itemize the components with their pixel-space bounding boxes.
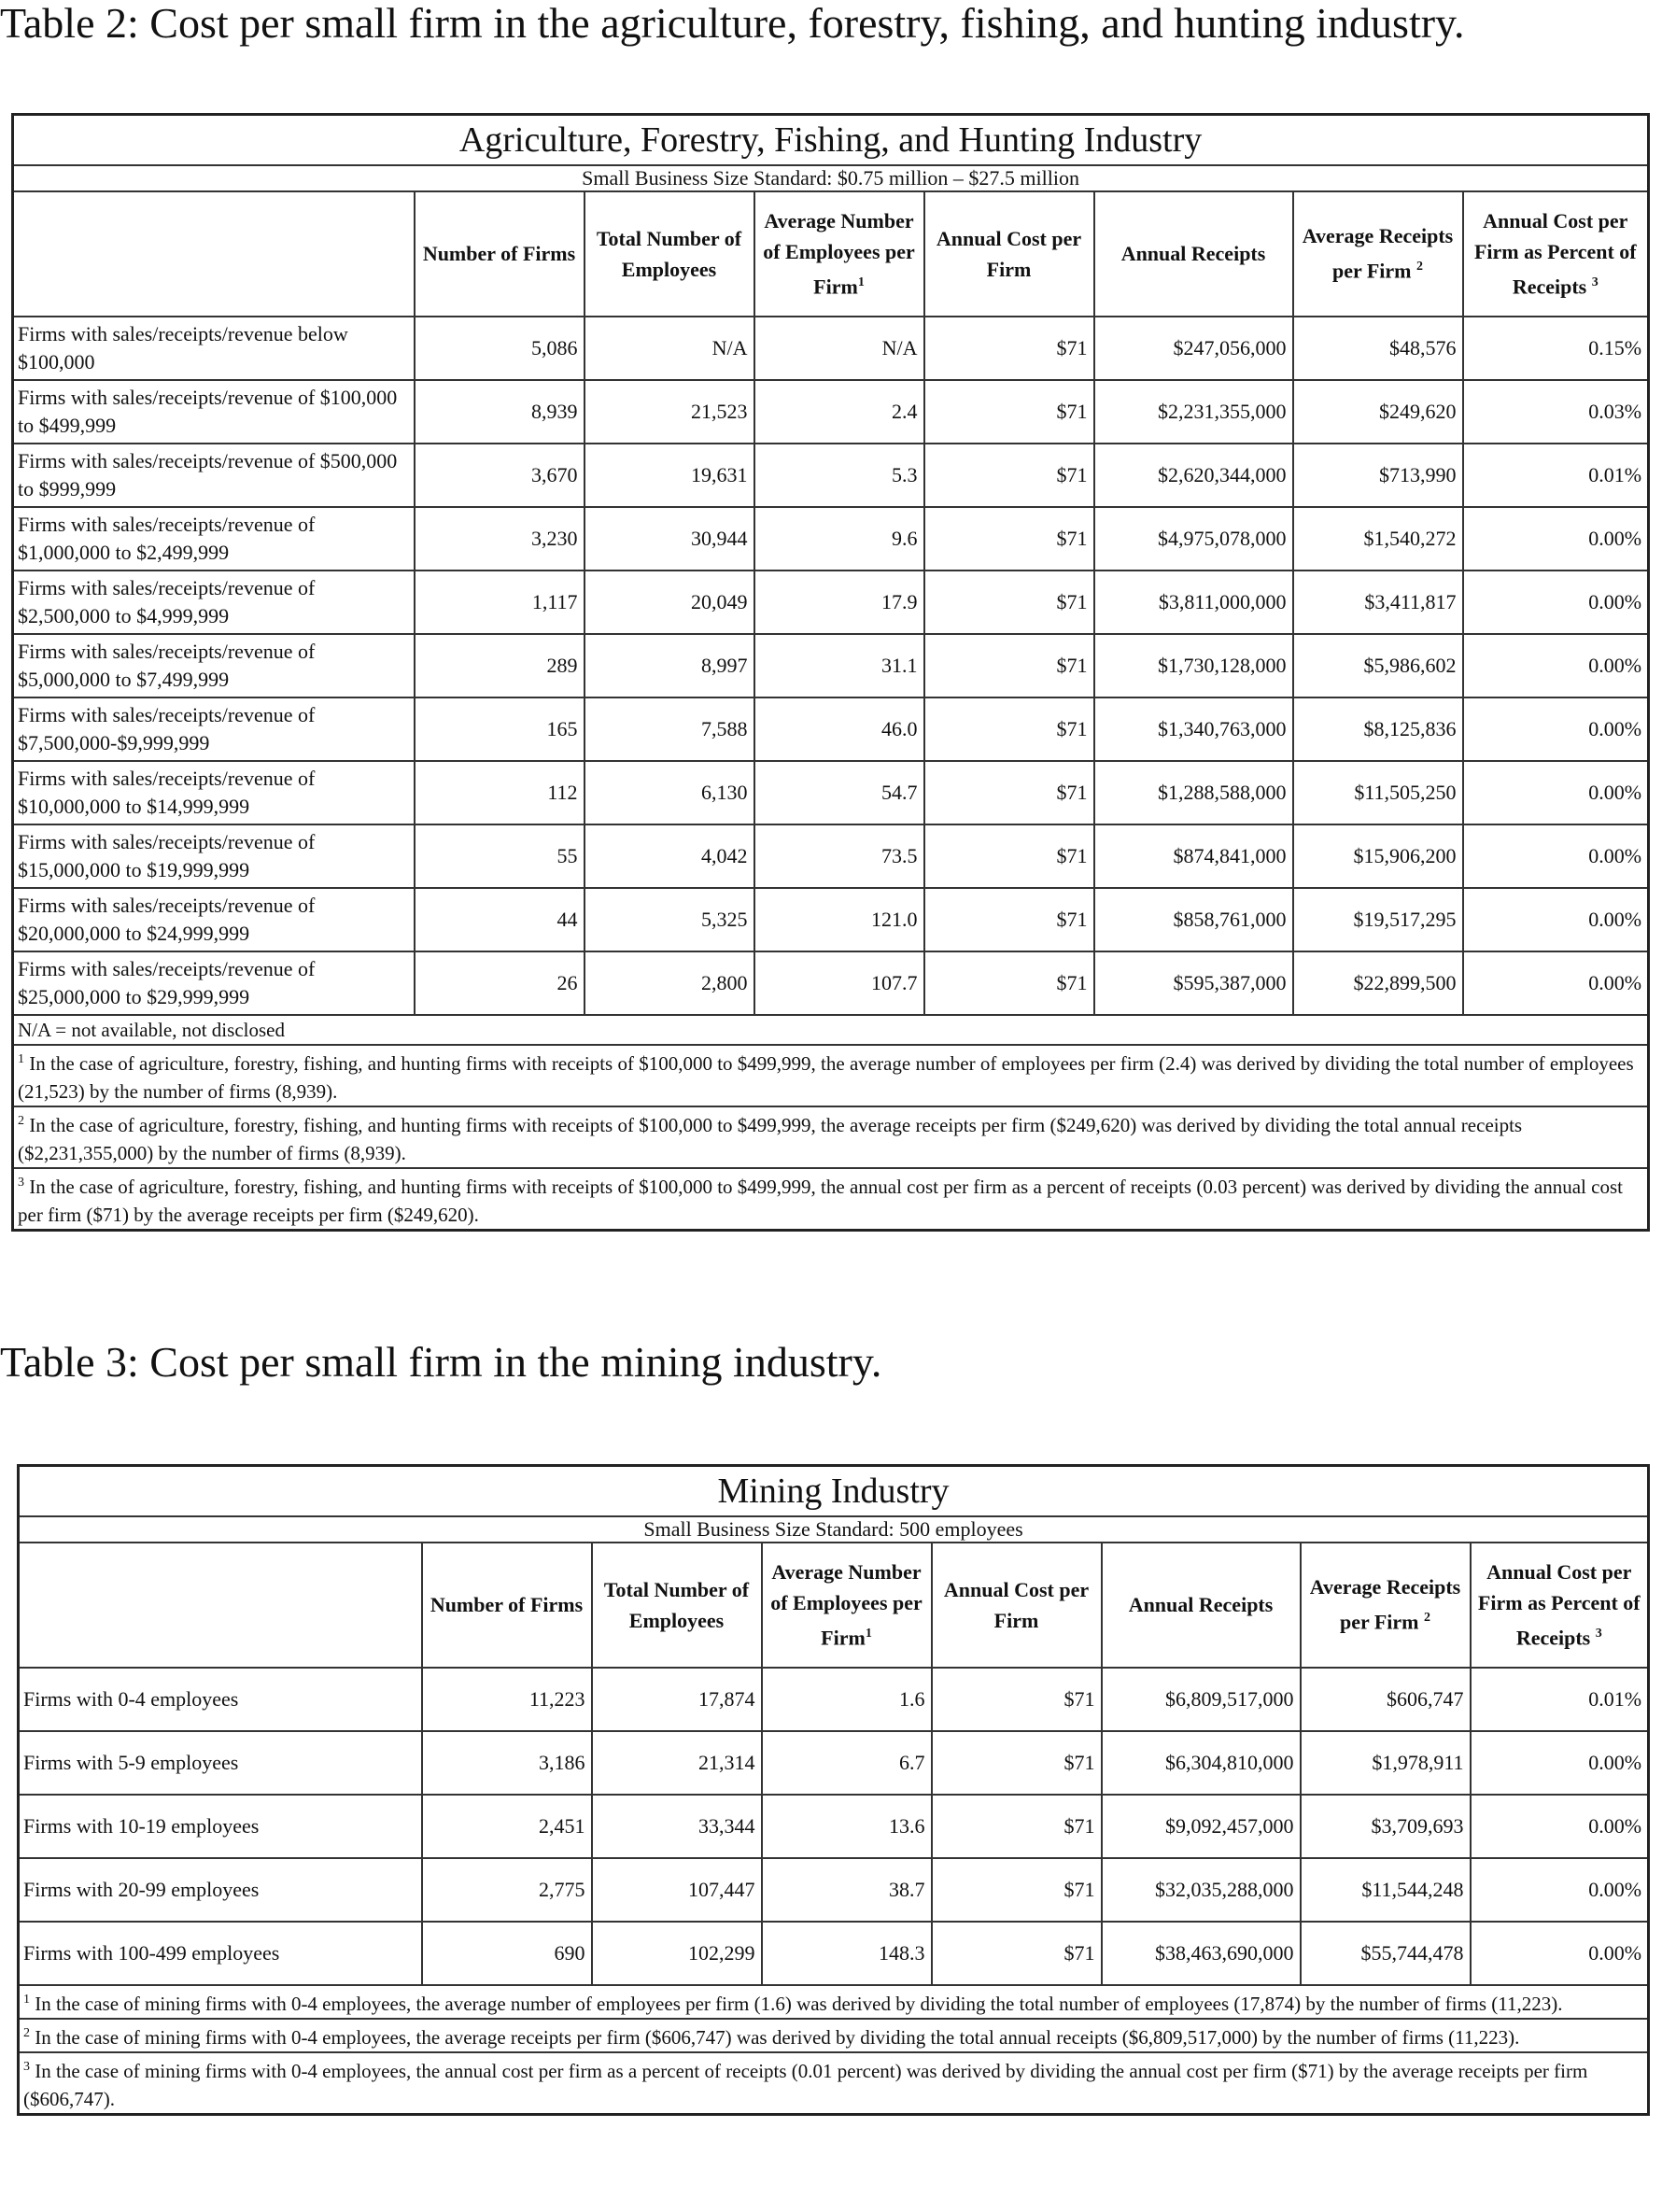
cell-avg-employees: 31.1 — [754, 634, 924, 697]
cell-annual-cost: $71 — [924, 571, 1094, 634]
table2-size-standard: Small Business Size Standard: $0.75 million – $27.5 million — [13, 165, 1649, 191]
cell-annual-receipts: $1,730,128,000 — [1094, 634, 1293, 697]
table3-caption: Table 3: Cost per small firm in the mining industry. — [0, 1338, 882, 1386]
footnote-text: In the case of mining firms with 0-4 employees, the annual cost per firm as a percent of receipts (0.01 percent) was derived by dividing the annual cost per firm ($71) by the average receipts per firm ($606,747). — [23, 2059, 1588, 2110]
cell-avg-employees: 121.0 — [754, 888, 924, 951]
table3-footnote-1 — [19, 1985, 1649, 2019]
table-row — [13, 824, 1649, 888]
row-label: Firms with sales/receipts/revenue of $100,000 to $499,999 — [13, 380, 415, 444]
cell-number-of-firms: 3,230 — [415, 507, 585, 571]
cell-annual-cost: $71 — [924, 888, 1094, 951]
header-avg-receipts — [1301, 1543, 1471, 1668]
cell-total-employees: 21,314 — [592, 1731, 762, 1795]
cell-avg-employees: 5.3 — [754, 444, 924, 507]
cell-annual-cost: $71 — [924, 380, 1094, 444]
row-label: Firms with 0-4 employees — [19, 1668, 422, 1731]
footnote-text: In the case of agriculture, forestry, fishing, and hunting firms with receipts of $100,000 to $499,999, the average number of employees per firm (2.4) was derived by dividing the total number of employees (21,523) by the number of firms (8,939). — [18, 1051, 1634, 1103]
cell-cost-percent: 0.00% — [1463, 824, 1649, 888]
cell-annual-receipts: $874,841,000 — [1094, 824, 1293, 888]
table2-na-note: N/A = not available, not disclosed — [13, 1015, 1649, 1045]
header-avg-receipts-label: Average Receipts per Firm — [1302, 224, 1454, 283]
cell-avg-receipts: $249,620 — [1293, 380, 1463, 444]
table2-caption: Table 2: Cost per small firm in the agriculture, forestry, fishing, and hunting industry. — [0, 0, 1465, 47]
cell-total-employees: 5,325 — [585, 888, 754, 951]
table-row — [13, 317, 1649, 380]
cell-annual-receipts: $6,809,517,000 — [1102, 1668, 1301, 1731]
header-total-employees: Total Number of Employees — [592, 1543, 762, 1668]
cell-total-employees: 17,874 — [592, 1668, 762, 1731]
row-label: Firms with sales/receipts/revenue of $2,500,000 to $4,999,999 — [13, 571, 415, 634]
row-label: Firms with sales/receipts/revenue of $5,000,000 to $7,499,999 — [13, 634, 415, 697]
cell-avg-receipts: $48,576 — [1293, 317, 1463, 380]
header-annual-receipts: Annual Receipts — [1094, 191, 1293, 317]
row-label: Firms with sales/receipts/revenue of $15,000,000 to $19,999,999 — [13, 824, 415, 888]
table2-title: Agriculture, Forestry, Fishing, and Hunting Industry — [13, 115, 1649, 165]
cell-avg-employees: 2.4 — [754, 380, 924, 444]
cell-avg-receipts: $8,125,836 — [1293, 697, 1463, 761]
table2-footnote-2 — [13, 1106, 1649, 1168]
footnote-text: In the case of agriculture, forestry, fishing, and hunting firms with receipts of $100,000 to $499,999, the annual cost per firm as a percent of receipts (0.03 percent) was derived by dividing the annual cost per firm ($71) by the average receipts per firm ($249,620). — [18, 1175, 1623, 1226]
cell-annual-receipts: $6,304,810,000 — [1102, 1731, 1301, 1795]
table-row — [19, 1795, 1649, 1858]
cell-number-of-firms: 55 — [415, 824, 585, 888]
header-avg-employees-label: Average Number of Employees per Firm — [770, 1559, 923, 1650]
cell-annual-receipts: $2,231,355,000 — [1094, 380, 1293, 444]
table2-footnote-3 — [13, 1168, 1649, 1231]
cell-cost-percent: 0.00% — [1471, 1922, 1649, 1985]
header-avg-employees — [754, 191, 924, 317]
cell-avg-receipts: $22,899,500 — [1293, 951, 1463, 1015]
footnote-marker: 1 — [18, 1051, 24, 1066]
table2-body — [13, 317, 1649, 1015]
table3-title: Mining Industry — [19, 1466, 1649, 1516]
cell-annual-receipts: $595,387,000 — [1094, 951, 1293, 1015]
cell-avg-receipts: $3,411,817 — [1293, 571, 1463, 634]
cell-avg-receipts: $1,540,272 — [1293, 507, 1463, 571]
cell-total-employees: 4,042 — [585, 824, 754, 888]
table2 — [11, 113, 1650, 1232]
cell-number-of-firms: 112 — [415, 761, 585, 824]
cell-annual-receipts: $858,761,000 — [1094, 888, 1293, 951]
cell-annual-cost: $71 — [924, 507, 1094, 571]
cell-avg-employees: 13.6 — [762, 1795, 932, 1858]
cell-annual-cost: $71 — [924, 444, 1094, 507]
header-category — [19, 1543, 422, 1668]
cell-avg-employees: 17.9 — [754, 571, 924, 634]
cell-cost-percent: 0.01% — [1463, 444, 1649, 507]
cell-avg-employees: 107.7 — [754, 951, 924, 1015]
footnote-text: In the case of mining firms with 0-4 employees, the average number of employees per firm (1.6) was derived by dividing the total number of employees (17,874) by the number of firms (11,223). — [30, 1992, 1563, 2015]
cell-total-employees: 21,523 — [585, 380, 754, 444]
header-avg-receipts — [1293, 191, 1463, 317]
cell-annual-receipts: $38,463,690,000 — [1102, 1922, 1301, 1985]
table3-footnote-2 — [19, 2019, 1649, 2052]
cell-annual-cost: $71 — [924, 317, 1094, 380]
cell-avg-receipts: $19,517,295 — [1293, 888, 1463, 951]
footnote-text: In the case of agriculture, forestry, fishing, and hunting firms with receipts of $100,000 to $499,999, the average receipts per firm ($249,620) was derived by dividing the total annual receipts ($2,231,355,000) by the number of firms (8,939). — [18, 1113, 1523, 1164]
cell-cost-percent: 0.03% — [1463, 380, 1649, 444]
header-total-employees: Total Number of Employees — [585, 191, 754, 317]
cell-number-of-firms: 1,117 — [415, 571, 585, 634]
cell-number-of-firms: 165 — [415, 697, 585, 761]
cell-avg-employees: 6.7 — [762, 1731, 932, 1795]
table3-size-standard: Small Business Size Standard: 500 employees — [19, 1516, 1649, 1543]
row-label: Firms with sales/receipts/revenue of $25,000,000 to $29,999,999 — [13, 951, 415, 1015]
cell-cost-percent: 0.00% — [1463, 951, 1649, 1015]
cell-cost-percent: 0.00% — [1463, 761, 1649, 824]
cell-annual-receipts: $2,620,344,000 — [1094, 444, 1293, 507]
footnote-marker: 3 — [23, 2059, 30, 2074]
table2-footnote-1 — [13, 1045, 1649, 1106]
header-annual-cost: Annual Cost per Firm — [924, 191, 1094, 317]
cell-number-of-firms: 5,086 — [415, 317, 585, 380]
cell-avg-receipts: $11,544,248 — [1301, 1858, 1471, 1922]
cell-number-of-firms: 11,223 — [422, 1668, 592, 1731]
table-row — [13, 888, 1649, 951]
cell-annual-receipts: $4,975,078,000 — [1094, 507, 1293, 571]
footnote-marker: 3 — [18, 1175, 24, 1190]
cell-avg-receipts: $5,986,602 — [1293, 634, 1463, 697]
cell-cost-percent: 0.15% — [1463, 317, 1649, 380]
table-row — [13, 444, 1649, 507]
cell-annual-receipts: $3,811,000,000 — [1094, 571, 1293, 634]
header-avg-employees-label: Average Number of Employees per Firm — [763, 208, 915, 299]
footnote-text: In the case of mining firms with 0-4 employees, the average receipts per firm ($606,747) was derived by dividing the total annual receipts ($6,809,517,000) by the number of firms (11,223). — [30, 2025, 1520, 2049]
cell-annual-cost: $71 — [924, 824, 1094, 888]
cell-cost-percent: 0.00% — [1471, 1858, 1649, 1922]
cell-avg-employees: 38.7 — [762, 1858, 932, 1922]
cell-total-employees: 8,997 — [585, 634, 754, 697]
footnote-ref-3: 3 — [1591, 275, 1599, 289]
row-label: Firms with 20-99 employees — [19, 1858, 422, 1922]
cell-total-employees: 107,447 — [592, 1858, 762, 1922]
table3-header-row — [19, 1543, 1649, 1668]
header-avg-employees — [762, 1543, 932, 1668]
cell-number-of-firms: 2,451 — [422, 1795, 592, 1858]
table-row — [13, 634, 1649, 697]
table-row — [13, 951, 1649, 1015]
footnote-ref-3: 3 — [1595, 1626, 1602, 1641]
cell-total-employees: 7,588 — [585, 697, 754, 761]
cell-avg-receipts: $11,505,250 — [1293, 761, 1463, 824]
cell-number-of-firms: 690 — [422, 1922, 592, 1985]
cell-avg-receipts: $55,744,478 — [1301, 1922, 1471, 1985]
cell-total-employees: 6,130 — [585, 761, 754, 824]
header-annual-cost: Annual Cost per Firm — [932, 1543, 1102, 1668]
cell-annual-receipts: $247,056,000 — [1094, 317, 1293, 380]
cell-number-of-firms: 44 — [415, 888, 585, 951]
table3 — [17, 1464, 1650, 2116]
cell-annual-cost: $71 — [932, 1858, 1102, 1922]
footnote-ref-2: 2 — [1416, 260, 1423, 275]
cell-avg-employees: N/A — [754, 317, 924, 380]
cell-annual-receipts: $32,035,288,000 — [1102, 1858, 1301, 1922]
cell-annual-receipts: $1,340,763,000 — [1094, 697, 1293, 761]
row-label: Firms with sales/receipts/revenue of $7,500,000-$9,999,999 — [13, 697, 415, 761]
row-label: Firms with 5-9 employees — [19, 1731, 422, 1795]
cell-total-employees: 33,344 — [592, 1795, 762, 1858]
cell-annual-receipts: $9,092,457,000 — [1102, 1795, 1301, 1858]
table-row — [13, 571, 1649, 634]
cell-annual-cost: $71 — [932, 1922, 1102, 1985]
cell-cost-percent: 0.00% — [1471, 1731, 1649, 1795]
table-row — [13, 761, 1649, 824]
cell-number-of-firms: 289 — [415, 634, 585, 697]
cell-cost-percent: 0.00% — [1471, 1795, 1649, 1858]
cell-total-employees: 2,800 — [585, 951, 754, 1015]
row-label: Firms with sales/receipts/revenue below $100,000 — [13, 317, 415, 380]
row-label: Firms with sales/receipts/revenue of $20,000,000 to $24,999,999 — [13, 888, 415, 951]
header-cost-percent-label: Annual Cost per Firm as Percent of Receipts — [1477, 1559, 1641, 1650]
footnote-marker: 2 — [18, 1113, 24, 1128]
cell-annual-cost: $71 — [932, 1668, 1102, 1731]
table-row — [13, 380, 1649, 444]
cell-cost-percent: 0.00% — [1463, 697, 1649, 761]
cell-avg-receipts: $713,990 — [1293, 444, 1463, 507]
cell-total-employees: 30,944 — [585, 507, 754, 571]
cell-number-of-firms: 8,939 — [415, 380, 585, 444]
row-label: Firms with sales/receipts/revenue of $500,000 to $999,999 — [13, 444, 415, 507]
header-number-of-firms: Number of Firms — [415, 191, 585, 317]
table-row — [13, 697, 1649, 761]
footnote-marker: 2 — [23, 2025, 30, 2040]
cell-avg-employees: 54.7 — [754, 761, 924, 824]
cell-annual-cost: $71 — [924, 634, 1094, 697]
cell-cost-percent: 0.00% — [1463, 634, 1649, 697]
header-cost-percent-label: Annual Cost per Firm as Percent of Receipts — [1473, 208, 1637, 299]
table2-header-row — [13, 191, 1649, 317]
cell-number-of-firms: 3,670 — [415, 444, 585, 507]
table3-footnote-3 — [19, 2052, 1649, 2115]
cell-avg-receipts: $3,709,693 — [1301, 1795, 1471, 1858]
cell-avg-receipts: $15,906,200 — [1293, 824, 1463, 888]
header-annual-receipts: Annual Receipts — [1102, 1543, 1301, 1668]
row-label: Firms with sales/receipts/revenue of $1,000,000 to $2,499,999 — [13, 507, 415, 571]
header-cost-percent — [1463, 191, 1649, 317]
table-row — [19, 1858, 1649, 1922]
row-label: Firms with sales/receipts/revenue of $10,000,000 to $14,999,999 — [13, 761, 415, 824]
cell-avg-employees: 73.5 — [754, 824, 924, 888]
table3-body — [19, 1668, 1649, 1985]
cell-number-of-firms: 3,186 — [422, 1731, 592, 1795]
cell-avg-employees: 46.0 — [754, 697, 924, 761]
cell-avg-employees: 148.3 — [762, 1922, 932, 1985]
footnote-ref-2: 2 — [1424, 1611, 1430, 1626]
cell-total-employees: 20,049 — [585, 571, 754, 634]
cell-avg-receipts: $606,747 — [1301, 1668, 1471, 1731]
cell-annual-cost: $71 — [932, 1731, 1102, 1795]
cell-annual-receipts: $1,288,588,000 — [1094, 761, 1293, 824]
header-avg-receipts-label: Average Receipts per Firm — [1309, 1575, 1461, 1634]
cell-number-of-firms: 2,775 — [422, 1858, 592, 1922]
cell-cost-percent: 0.00% — [1463, 571, 1649, 634]
cell-cost-percent: 0.01% — [1471, 1668, 1649, 1731]
table-row — [19, 1731, 1649, 1795]
row-label: Firms with 100-499 employees — [19, 1922, 422, 1985]
cell-avg-employees: 1.6 — [762, 1668, 932, 1731]
cell-total-employees: N/A — [585, 317, 754, 380]
cell-annual-cost: $71 — [924, 951, 1094, 1015]
table-row — [19, 1668, 1649, 1731]
cell-total-employees: 19,631 — [585, 444, 754, 507]
cell-avg-employees: 9.6 — [754, 507, 924, 571]
cell-annual-cost: $71 — [924, 761, 1094, 824]
header-category — [13, 191, 415, 317]
footnote-ref-1: 1 — [865, 1626, 872, 1641]
footnote-marker: 1 — [23, 1992, 30, 2007]
cell-avg-receipts: $1,978,911 — [1301, 1731, 1471, 1795]
cell-cost-percent: 0.00% — [1463, 888, 1649, 951]
table2-container — [11, 113, 1647, 1232]
cell-annual-cost: $71 — [924, 697, 1094, 761]
table3-container — [17, 1464, 1647, 2116]
row-label: Firms with 10-19 employees — [19, 1795, 422, 1858]
cell-cost-percent: 0.00% — [1463, 507, 1649, 571]
table-row — [19, 1922, 1649, 1985]
cell-number-of-firms: 26 — [415, 951, 585, 1015]
footnote-ref-1: 1 — [857, 275, 865, 289]
cell-total-employees: 102,299 — [592, 1922, 762, 1985]
table-row — [13, 507, 1649, 571]
header-number-of-firms: Number of Firms — [422, 1543, 592, 1668]
cell-annual-cost: $71 — [932, 1795, 1102, 1858]
header-cost-percent — [1471, 1543, 1649, 1668]
